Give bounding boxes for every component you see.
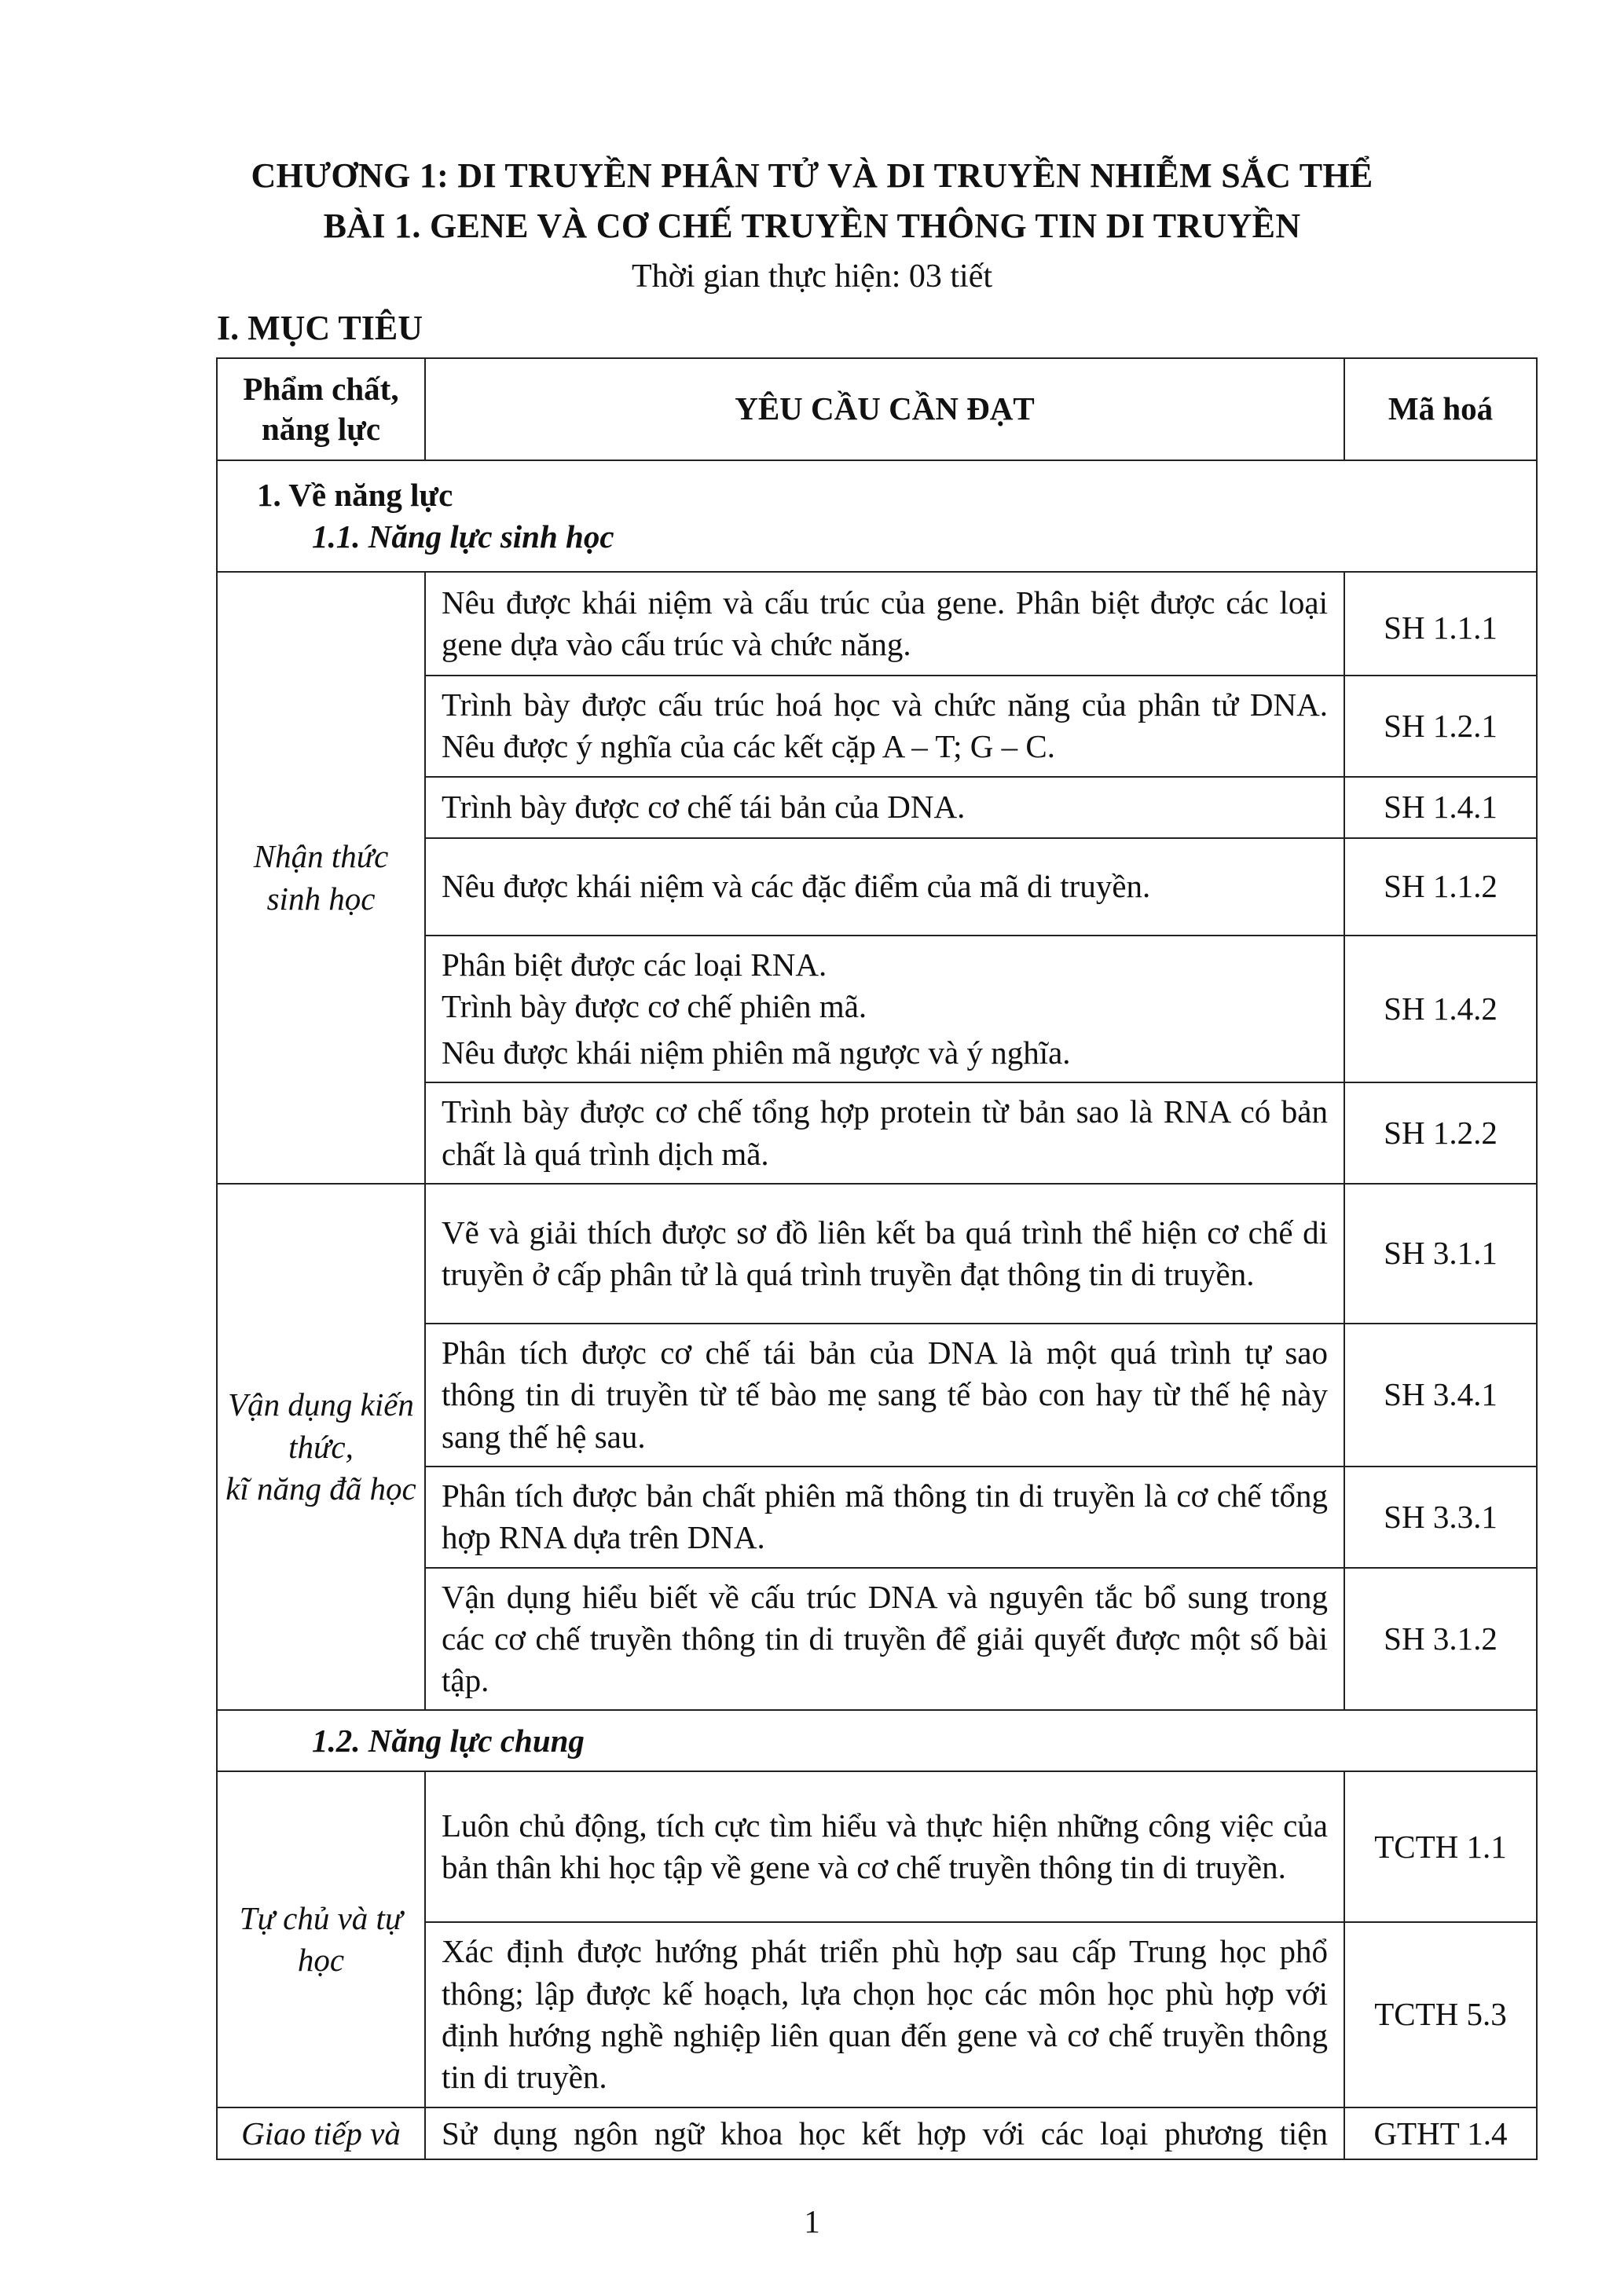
section-title: 1. Về năng lực: [257, 476, 453, 513]
requirement-line: Nêu được khái niệm phiên mã ngược và ý nghĩa.: [442, 1034, 1071, 1071]
header-quality-line2: năng lực: [261, 411, 381, 447]
header-quality-line1: Phẩm chất,: [243, 370, 399, 407]
requirement-code: SH 1.2.2: [1344, 1082, 1537, 1184]
table-row: [217, 1771, 1537, 1922]
requirement-line: Trình bày được cơ chế phiên mã.: [442, 987, 867, 1024]
requirement-code: SH 3.1.1: [1344, 1184, 1537, 1324]
header-code: Mã hoá: [1344, 358, 1537, 460]
requirement-text: Xác định được hướng phát triển phù hợp sau cấp Trung học phổ thông; lập được kế hoạch, lựa chọn học các môn học phù hợp với định hướng nghề nghiệp liên quan đến gene và cơ chế truyền thông tin di truyền.: [425, 1922, 1344, 2107]
requirement-code: SH 3.3.1: [1344, 1467, 1537, 1568]
page-number: 1: [804, 2203, 820, 2239]
requirement-text: [425, 936, 1344, 1083]
lesson-duration: Thời gian thực hiện: 03 tiết: [631, 258, 993, 295]
chapter-title: CHƯƠNG 1: DI TRUYỀN PHÂN TỬ VÀ DI TRUYỀN NHIỄM SẮC THỂ: [251, 156, 1373, 195]
requirement-text: Trình bày được cơ chế tái bản của DNA.: [425, 777, 1344, 838]
requirement-code: TCTH 1.1: [1344, 1771, 1537, 1922]
requirement-text: Vẽ và giải thích được sơ đồ liên kết ba quá trình thể hiện cơ chế di truyền ở cấp phân tử là quá trình truyền đạt thông tin di truyền.: [425, 1184, 1344, 1324]
section-heading: I. MỤC TIÊU: [217, 309, 423, 347]
requirement-code: SH 1.4.2: [1344, 936, 1537, 1083]
requirement-text: Sử dụng ngôn ngữ khoa học kết hợp với các loại phương tiện: [425, 2107, 1344, 2159]
requirement-code: SH 1.1.2: [1344, 838, 1537, 936]
header-requirement: YÊU CẦU CẦN ĐẠT: [425, 358, 1344, 460]
requirement-code: SH 1.1.1: [1344, 572, 1537, 676]
table-row: [217, 1184, 1537, 1324]
requirement-code: TCTH 5.3: [1344, 1922, 1537, 2107]
group-label-application: [217, 1184, 425, 1710]
subsection-title-general: 1.2. Năng lực chung: [312, 1722, 585, 1759]
table-row: [217, 572, 1537, 676]
requirement-code: SH 3.1.2: [1344, 1568, 1537, 1711]
group-label-cognition: Nhận thức sinh học: [217, 572, 425, 1184]
requirement-line: Phân biệt được các loại RNA.: [442, 946, 827, 983]
header-quality: [217, 358, 425, 460]
table-row: [217, 2107, 1537, 2159]
requirement-text: Trình bày được cấu trúc hoá học và chức năng của phân tử DNA. Nêu được ý nghĩa của các kết cặp A – T; G – C.: [425, 676, 1344, 777]
group-label-application-line2: kĩ năng đã học: [225, 1470, 416, 1507]
requirement-code: SH 3.4.1: [1344, 1324, 1537, 1467]
requirement-text: Vận dụng hiểu biết về cấu trúc DNA và nguyên tắc bổ sung trong các cơ chế truyền thông tin di truyền để giải quyết được một số bài tập.: [425, 1568, 1344, 1711]
requirement-text: Nêu được khái niệm và các đặc điểm của mã di truyền.: [425, 838, 1344, 936]
group-label-self-study: Tự chủ và tự học: [217, 1771, 425, 2107]
group-label-application-line1: Vận dụng kiến thức,: [228, 1386, 414, 1465]
requirement-code: SH 1.2.1: [1344, 676, 1537, 777]
subsection-row: [217, 1710, 1537, 1771]
requirement-text: Phân tích được bản chất phiên mã thông tin di truyền là cơ chế tổng hợp RNA dựa trên DNA.: [425, 1467, 1344, 1568]
objectives-table: [216, 357, 1538, 2160]
section-row: [217, 460, 1537, 572]
lesson-title: BÀI 1. GENE VÀ CƠ CHẾ TRUYỀN THÔNG TIN DI TRUYỀN: [323, 207, 1301, 245]
group-label-communication: Giao tiếp và: [217, 2107, 425, 2159]
subsection-title-biology: 1.1. Năng lực sinh học: [312, 518, 614, 555]
requirement-text: Nêu được khái niệm và cấu trúc của gene. Phân biệt được các loại gene dựa vào cấu trúc và chức năng.: [425, 572, 1344, 676]
requirement-code: SH 1.4.1: [1344, 777, 1537, 838]
requirement-text: Luôn chủ động, tích cực tìm hiểu và thực hiện những công việc của bản thân khi học tập về gene và cơ chế truyền thông tin di truyền.: [425, 1771, 1344, 1922]
requirement-text: Trình bày được cơ chế tổng hợp protein từ bản sao là RNA có bản chất là quá trình dịch mã.: [425, 1082, 1344, 1184]
table-header-row: [217, 358, 1537, 460]
requirement-code: GTHT 1.4: [1344, 2107, 1537, 2159]
requirement-text: Phân tích được cơ chế tái bản của DNA là một quá trình tự sao thông tin di truyền từ tế bào mẹ sang tế bào con hay từ thế hệ này sang thế hệ sau.: [425, 1324, 1344, 1467]
